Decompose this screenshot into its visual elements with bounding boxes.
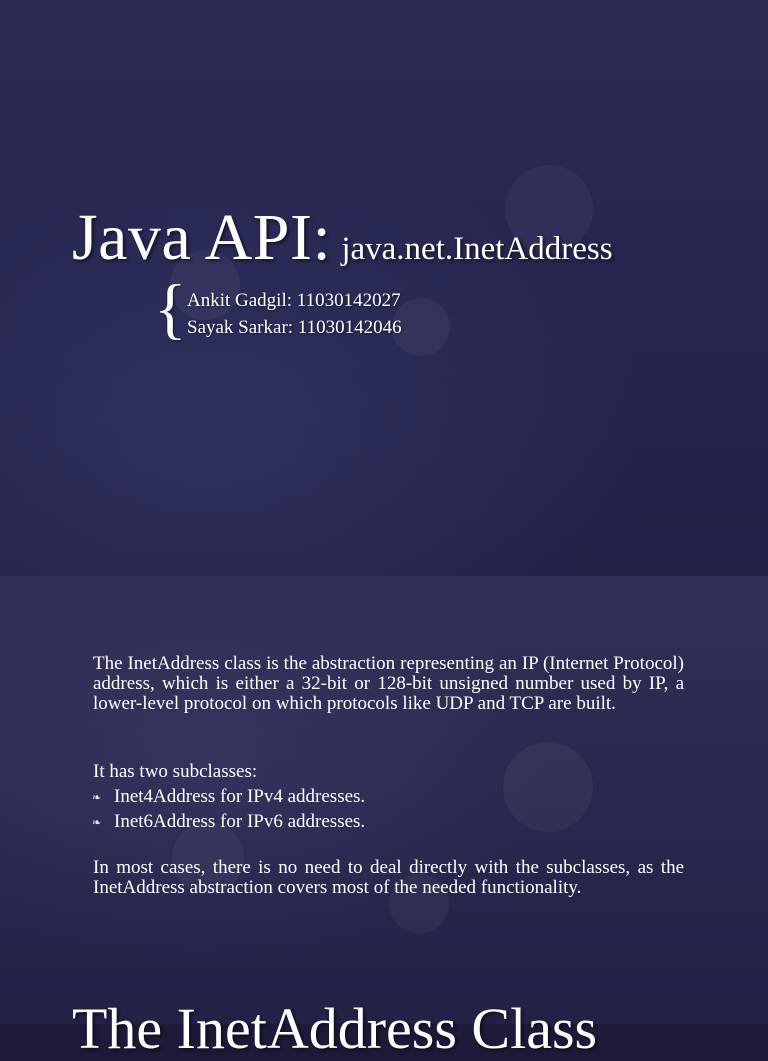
next-slide-title: The InetAddress Class — [72, 996, 598, 1061]
author-line: Sayak Sarkar: 11030142046 — [187, 317, 402, 338]
list-item-label: Inet6Address for IPv6 addresses. — [114, 811, 366, 832]
authors-list — [187, 287, 402, 341]
title-subtitle: java.net.InetAddress — [341, 231, 613, 267]
content-slide — [0, 576, 768, 1061]
intro-paragraph: The InetAddress class is the abstraction representing an IP (Internet Protocol) address, which is either a 32-bit or 128-bit unsigned number used by IP, a lower-level protocol on which protocols like UDP and TCP are built. — [93, 653, 684, 714]
subclass-list — [92, 785, 365, 835]
slide-title — [72, 200, 613, 276]
summary-paragraph: In most cases, there is no need to deal directly with the subclasses, as the InetAddress abstraction covers most of the needed functionality. — [93, 857, 684, 898]
subclasses-heading: It has two subclasses: — [93, 761, 258, 782]
decorative-circle — [503, 742, 593, 832]
list-item-label: Inet4Address for IPv4 addresses. — [114, 786, 366, 807]
title-main: Java API: — [72, 201, 332, 274]
brace-symbol: { — [154, 270, 187, 346]
scroll-bullet-icon: ❧ — [92, 817, 102, 829]
list-item — [92, 810, 365, 835]
list-item — [92, 785, 365, 810]
scroll-bullet-icon: ❧ — [92, 792, 102, 804]
author-line: Ankit Gadgil: 11030142027 — [187, 290, 401, 311]
